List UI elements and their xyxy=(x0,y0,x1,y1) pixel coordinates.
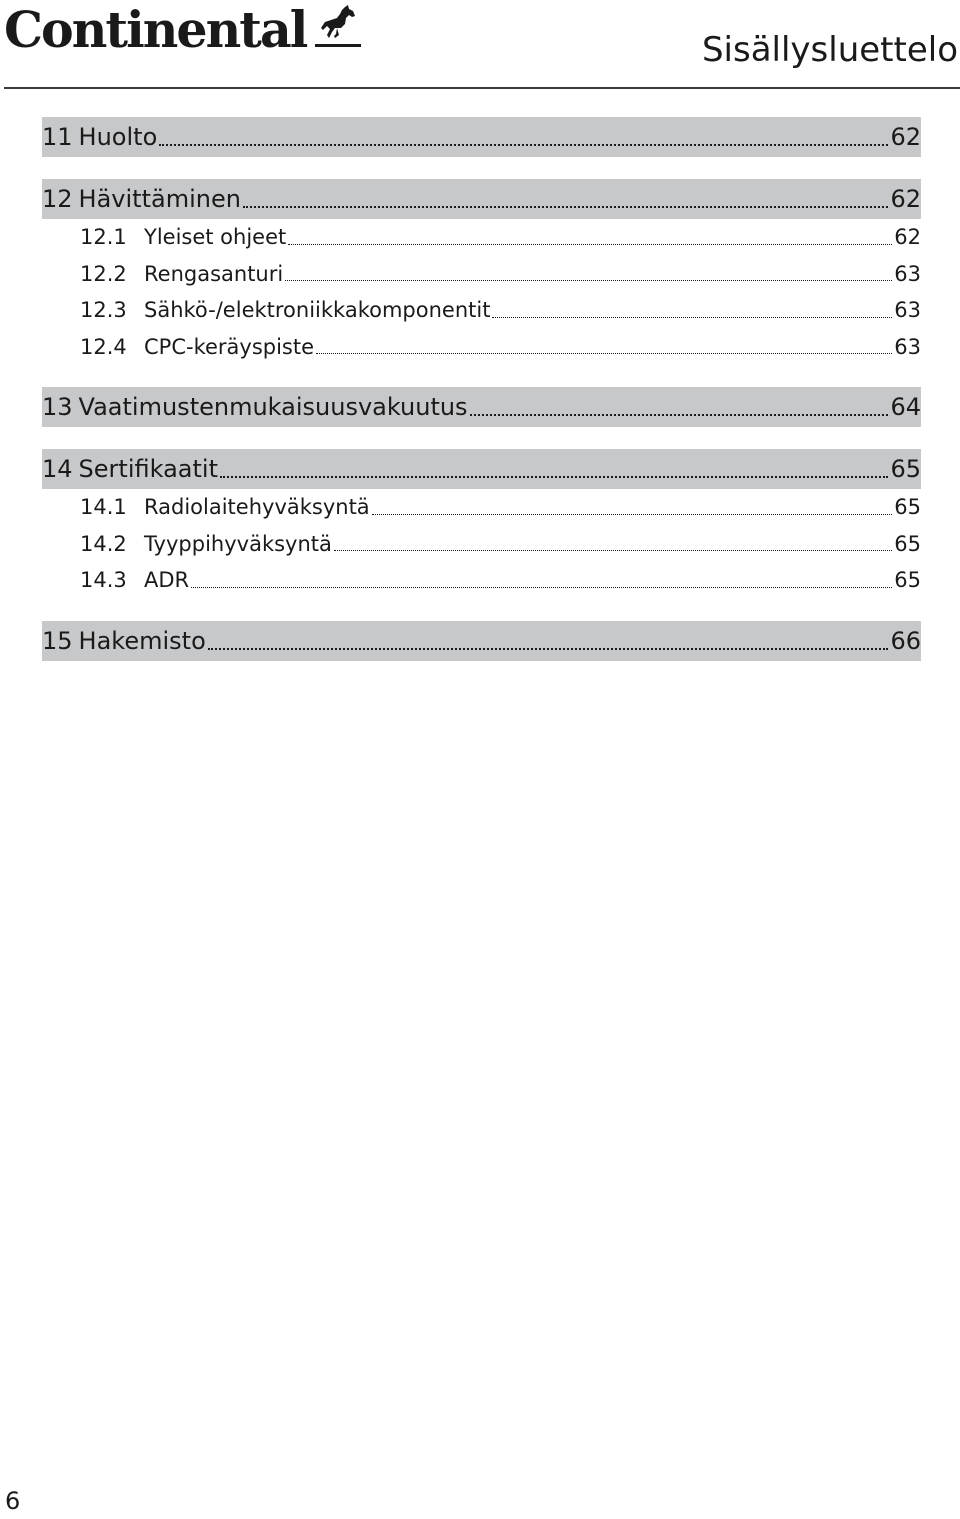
dot-leader xyxy=(159,144,888,146)
dot-leader xyxy=(372,514,893,515)
chapter-page: 66 xyxy=(890,626,921,655)
toc-chapter-13[interactable] xyxy=(42,387,921,427)
section-title: Yleiset ohjeet xyxy=(144,225,287,250)
section-title: CPC-keräyspiste xyxy=(144,334,315,359)
toc-section-12-4[interactable] xyxy=(42,329,921,366)
section-page: 63 xyxy=(894,261,921,286)
dot-leader xyxy=(288,244,892,245)
section-title: Rengasanturi xyxy=(144,261,284,286)
footer-page-number: 6 xyxy=(5,1487,21,1515)
dot-leader xyxy=(316,353,892,354)
chapter-title: Vaatimustenmukaisuusvakuutus xyxy=(78,393,468,421)
toc-section-12-1[interactable] xyxy=(42,219,921,256)
dot-leader xyxy=(285,280,892,281)
section-page: 63 xyxy=(894,298,921,323)
chapter-number: 15 xyxy=(42,626,73,655)
dot-leader xyxy=(334,550,892,551)
chapter-page: 64 xyxy=(890,393,921,421)
section-title: Sähkö-/elektroniikkakomponentit xyxy=(144,298,491,323)
page-title: Sisällysluettelo xyxy=(701,30,958,70)
dot-leader xyxy=(208,648,889,650)
toc-chapter-11[interactable] xyxy=(42,117,921,157)
section-page: 63 xyxy=(894,334,921,359)
section-number: 12.1 xyxy=(80,225,127,250)
chapter-title: Hakemisto xyxy=(78,626,206,655)
chapter-number: 11 xyxy=(42,123,73,151)
section-number: 14.1 xyxy=(80,495,127,520)
chapter-title: Hävittäminen xyxy=(78,185,241,213)
section-number: 12.2 xyxy=(80,261,127,286)
logo-wordmark: Continental xyxy=(4,0,307,59)
section-page: 65 xyxy=(894,568,921,593)
header-divider xyxy=(4,87,960,89)
section-title: Tyyppihyväksyntä xyxy=(144,531,332,556)
section-page: 62 xyxy=(894,225,921,250)
section-number: 14.3 xyxy=(80,568,127,593)
dot-leader xyxy=(492,317,892,318)
chapter-number: 14 xyxy=(42,455,73,483)
page-header xyxy=(0,0,960,90)
section-page: 65 xyxy=(894,495,921,520)
chapter-page: 62 xyxy=(890,123,921,151)
toc-section-14-3[interactable] xyxy=(42,562,921,599)
brand-logo xyxy=(4,2,361,62)
chapter-number: 13 xyxy=(42,393,73,421)
dot-leader xyxy=(470,414,889,416)
dot-leader xyxy=(243,206,889,208)
section-page: 65 xyxy=(894,531,921,556)
toc-section-12-3[interactable] xyxy=(42,292,921,329)
toc-chapter-12[interactable] xyxy=(42,179,921,219)
section-number: 14.2 xyxy=(80,531,127,556)
chapter-page: 62 xyxy=(890,185,921,213)
chapter-page: 65 xyxy=(890,455,921,483)
chapter-title: Huolto xyxy=(78,123,158,151)
chapter-title: Sertifikaatit xyxy=(78,455,218,483)
dot-leader xyxy=(191,587,892,588)
section-title: Radiolaitehyväksyntä xyxy=(144,495,370,520)
table-of-contents xyxy=(42,117,921,661)
toc-chapter-15[interactable] xyxy=(42,621,921,661)
continental-horse-logo-icon xyxy=(315,4,361,50)
section-title: ADR xyxy=(144,568,190,593)
toc-section-14-1[interactable] xyxy=(42,489,921,526)
dot-leader xyxy=(220,476,888,478)
chapter-number: 12 xyxy=(42,185,73,213)
section-number: 12.3 xyxy=(80,298,127,323)
section-number: 12.4 xyxy=(80,334,127,359)
toc-section-12-2[interactable] xyxy=(42,256,921,293)
toc-section-14-2[interactable] xyxy=(42,526,921,563)
toc-chapter-14[interactable] xyxy=(42,449,921,489)
